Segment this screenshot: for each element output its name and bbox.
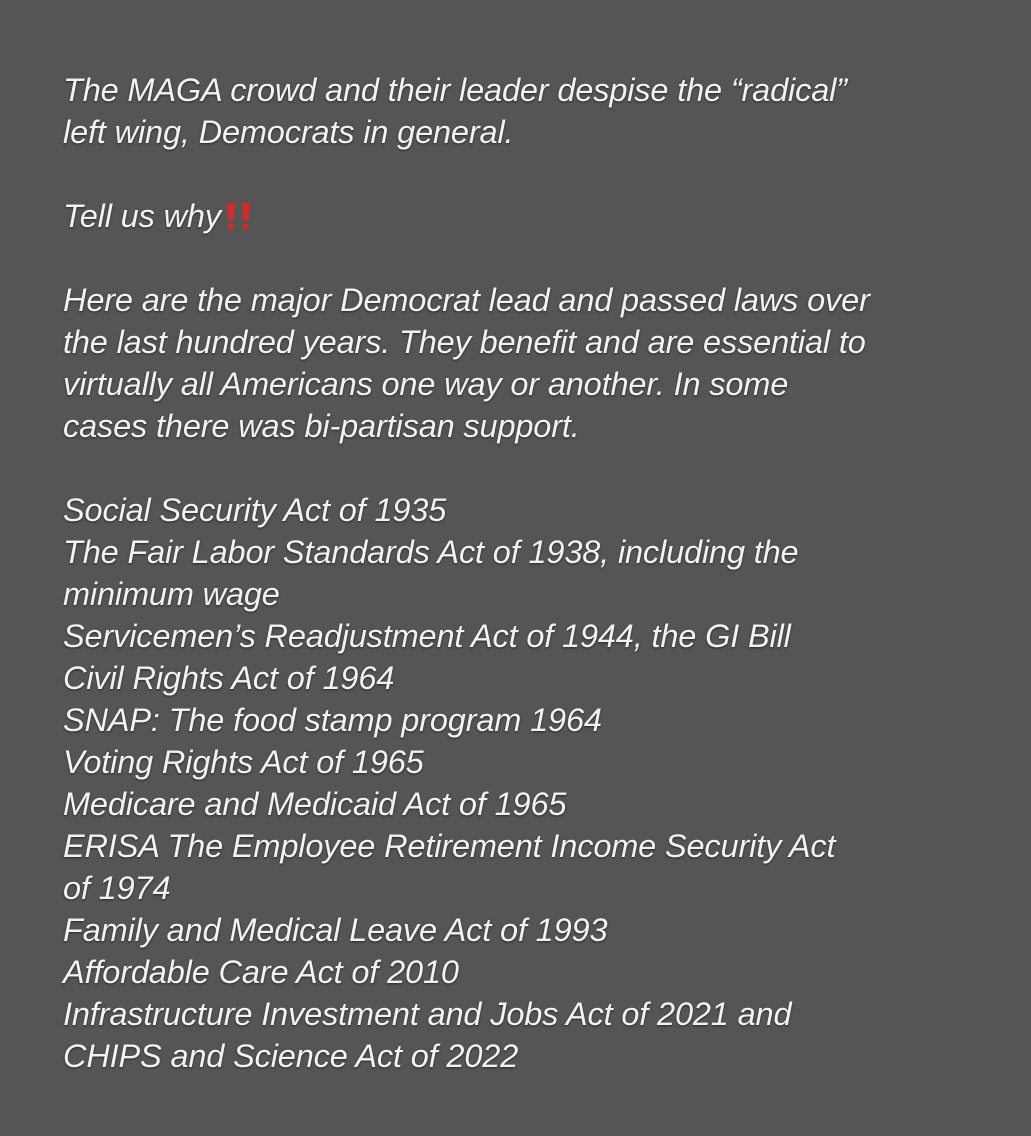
law-medicare-medicaid: Medicare and Medicaid Act of 1965 (63, 786, 567, 822)
law-snap: SNAP: The food stamp program 1964 (63, 702, 602, 738)
intro-line-1: The MAGA crowd and their leader despise the “radical” (63, 72, 847, 108)
laws-list (63, 489, 993, 1077)
law-civil-rights: Civil Rights Act of 1964 (63, 660, 395, 696)
law-voting-rights: Voting Rights Act of 1965 (63, 744, 424, 780)
law-affordable-care: Affordable Care Act of 2010 (63, 954, 459, 990)
context-line-3: virtually all Americans one way or another. In some (63, 366, 789, 402)
intro-paragraph (63, 69, 993, 153)
double-exclamation-mark-icon (223, 201, 255, 231)
law-chips-science: CHIPS and Science Act of 2022 (63, 1038, 519, 1074)
law-infrastructure: Infrastructure Investment and Jobs Act of 2021 and (63, 996, 792, 1032)
context-line-1: Here are the major Democrat lead and passed laws over (63, 282, 870, 318)
law-erisa-line-2: of 1974 (63, 870, 171, 906)
context-paragraph (63, 279, 993, 447)
context-line-4: cases there was bi-partisan support. (63, 408, 580, 444)
question-text: Tell us why (63, 198, 221, 234)
context-line-2: the last hundred years. They benefit and are essential to (63, 324, 866, 360)
question-line (63, 195, 993, 237)
post-text (63, 69, 993, 1077)
question-paragraph (63, 195, 993, 237)
law-social-security: Social Security Act of 1935 (63, 492, 447, 528)
law-erisa-line-1: ERISA The Employee Retirement Income Security Act (63, 828, 836, 864)
intro-line-2: left wing, Democrats in general. (63, 114, 514, 150)
law-gi-bill: Servicemen’s Readjustment Act of 1944, the GI Bill (63, 618, 791, 654)
law-fair-labor-standards-line-1: The Fair Labor Standards Act of 1938, including the (63, 534, 799, 570)
law-family-medical-leave: Family and Medical Leave Act of 1993 (63, 912, 608, 948)
law-fair-labor-standards-line-2: minimum wage (63, 576, 280, 612)
